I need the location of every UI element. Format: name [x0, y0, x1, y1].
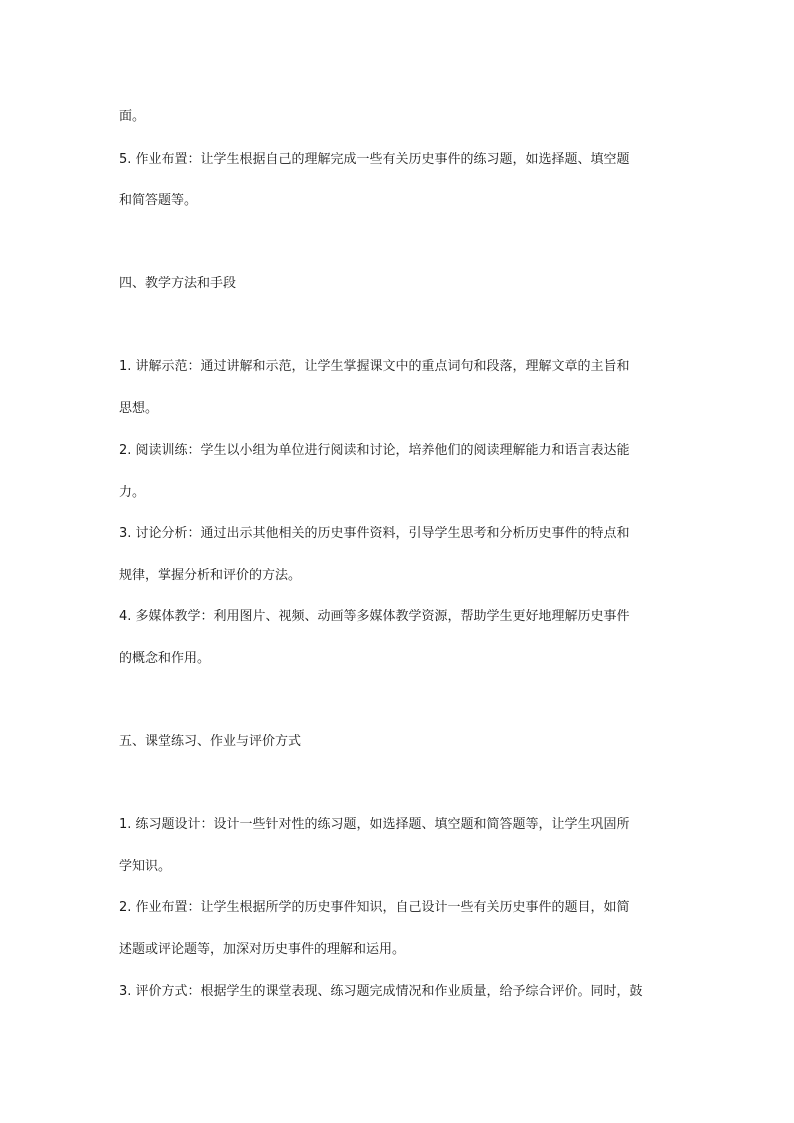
text-line: 力。 [119, 485, 146, 500]
text-line: 述题或评论题等，加深对历史事件的理解和运用。 [119, 942, 406, 957]
text-line: 和简答题等。 [119, 193, 198, 208]
text-line: 3. 评价方式：根据学生的课堂表现、练习题完成情况和作业质量，给予综合评价。同时，鼓 [119, 984, 643, 999]
section-heading-5: 五、课堂练习、作业与评价方式 [119, 734, 302, 749]
text-line: 4. 多媒体教学：利用图片、视频、动画等多媒体教学资源，帮助学生更好地理解历史事件 [119, 609, 630, 624]
section-heading-4: 四、教学方法和手段 [119, 276, 237, 291]
text-line: 2. 阅读训练：学生以小组为单位进行阅读和讨论，培养他们的阅读理解能力和语言表达能 [119, 443, 630, 458]
text-line: 1. 练习题设计：设计一些针对性的练习题，如选择题、填空题和简答题等，让学生巩固所 [119, 817, 630, 832]
text-line: 的概念和作用。 [119, 651, 211, 666]
text-line: 规律，掌握分析和评价的方法。 [119, 568, 302, 583]
text-line: 5. 作业布置：让学生根据自己的理解完成一些有关历史事件的练习题，如选择题、填空题 [119, 152, 630, 167]
text-line: 2. 作业布置：让学生根据所学的历史事件知识，自己设计一些有关历史事件的题目，如简 [119, 900, 630, 915]
text-line: 3. 讨论分析：通过出示其他相关的历史事件资料，引导学生思考和分析历史事件的特点和 [119, 526, 630, 541]
text-line: 1. 讲解示范：通过讲解和示范，让学生掌握课文中的重点词句和段落，理解文章的主旨和 [119, 359, 630, 374]
text-line: 面。 [119, 109, 146, 124]
text-line: 学知识。 [119, 859, 172, 874]
text-line: 思想。 [119, 401, 159, 416]
